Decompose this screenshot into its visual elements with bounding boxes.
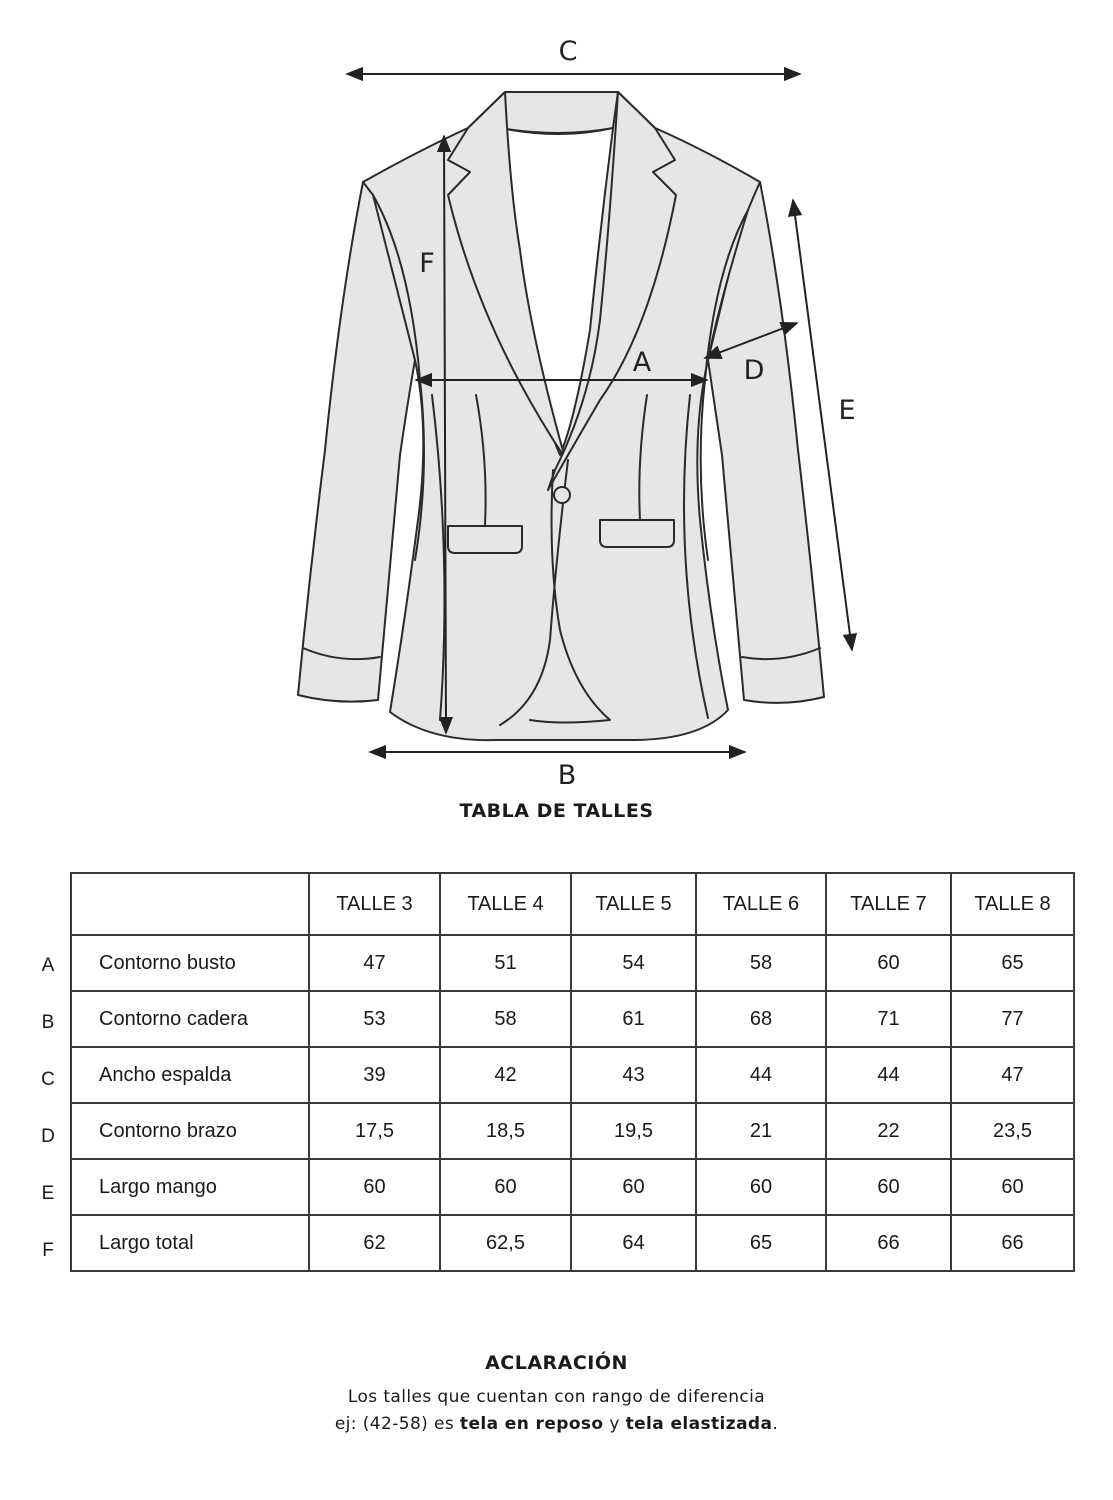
table-title: TABLA DE TALLES	[459, 800, 654, 822]
row-letter: A	[41, 955, 55, 976]
header-cell-empty	[71, 873, 309, 935]
table-cell: 58	[440, 991, 571, 1047]
row-label: Contorno busto	[71, 935, 309, 991]
table-cell: 65	[696, 1215, 826, 1271]
table-cell: 23,5	[951, 1103, 1074, 1159]
row-letter: C	[41, 1069, 55, 1090]
table-cell: 44	[826, 1047, 951, 1103]
table-row	[71, 935, 1074, 991]
row-label: Ancho espalda	[71, 1047, 309, 1103]
note-prefix: ej: (42-58) es	[334, 1414, 460, 1434]
header-row	[71, 873, 1074, 935]
row-letter: B	[41, 1012, 55, 1033]
header-talle-8: TALLE 8	[951, 873, 1074, 935]
table-cell: 44	[696, 1047, 826, 1103]
table-cell: 60	[951, 1159, 1074, 1215]
table-cell: 60	[440, 1159, 571, 1215]
table-cell: 60	[826, 1159, 951, 1215]
note-line-1: Los talles que cuentan con rango de diferencia	[347, 1387, 766, 1407]
table-cell: 60	[826, 935, 951, 991]
table-row	[71, 1047, 1074, 1103]
table-cell: 19,5	[571, 1103, 696, 1159]
table-cell: 77	[951, 991, 1074, 1047]
table-cell: 51	[440, 935, 571, 991]
row-label: Largo mango	[71, 1159, 309, 1215]
label-f: F	[419, 248, 435, 279]
header-talle-7: TALLE 7	[826, 873, 951, 935]
note-bold-reposo: tela en reposo	[459, 1414, 604, 1434]
table-cell: 60	[696, 1159, 826, 1215]
row-letter: F	[42, 1240, 54, 1261]
table-cell: 18,5	[440, 1103, 571, 1159]
table-row	[71, 1103, 1074, 1159]
label-a: A	[632, 347, 652, 378]
table-cell: 62,5	[440, 1215, 571, 1271]
note-mid: y	[603, 1414, 626, 1434]
table-cell: 68	[696, 991, 826, 1047]
label-e: E	[838, 395, 856, 426]
row-label: Largo total	[71, 1215, 309, 1271]
table-cell: 42	[440, 1047, 571, 1103]
row-letter: E	[41, 1183, 55, 1204]
table-cell: 47	[309, 935, 440, 991]
table-cell: 22	[826, 1103, 951, 1159]
row-label: Contorno cadera	[71, 991, 309, 1047]
table-cell: 62	[309, 1215, 440, 1271]
table-cell: 60	[309, 1159, 440, 1215]
inner-collar	[500, 92, 618, 133]
table-row	[71, 991, 1074, 1047]
table-cell: 61	[571, 991, 696, 1047]
note-bold-elastizada: tela elastizada	[625, 1414, 773, 1434]
table-cell: 65	[951, 935, 1074, 991]
table-cell: 58	[696, 935, 826, 991]
header-talle-3: TALLE 3	[309, 873, 440, 935]
table-cell: 54	[571, 935, 696, 991]
table-cell: 47	[951, 1047, 1074, 1103]
table-cell: 60	[571, 1159, 696, 1215]
label-c: C	[558, 36, 578, 67]
table-cell: 66	[951, 1215, 1074, 1271]
table-cell: 66	[826, 1215, 951, 1271]
note-line-2	[0, 1414, 1113, 1434]
table-row	[71, 1159, 1074, 1215]
note-suffix: .	[772, 1414, 779, 1434]
size-table	[70, 872, 1075, 1272]
note-title: ACLARACIÓN	[485, 1352, 628, 1374]
label-d: D	[743, 355, 765, 386]
table-cell: 43	[571, 1047, 696, 1103]
table-cell: 21	[696, 1103, 826, 1159]
header-talle-4: TALLE 4	[440, 873, 571, 935]
left-pocket	[448, 526, 522, 553]
table-cell: 64	[571, 1215, 696, 1271]
table-cell: 71	[826, 991, 951, 1047]
table-cell: 53	[309, 991, 440, 1047]
row-letters	[30, 934, 66, 1276]
table-cell: 39	[309, 1047, 440, 1103]
jacket-illustration	[298, 92, 824, 740]
header-talle-6: TALLE 6	[696, 873, 826, 935]
table-cell: 17,5	[309, 1103, 440, 1159]
table-row	[71, 1215, 1074, 1271]
row-label: Contorno brazo	[71, 1103, 309, 1159]
row-letter: D	[41, 1126, 55, 1147]
right-pocket	[600, 520, 674, 547]
jacket-button	[554, 487, 570, 503]
label-b: B	[557, 760, 577, 791]
header-talle-5: TALLE 5	[571, 873, 696, 935]
